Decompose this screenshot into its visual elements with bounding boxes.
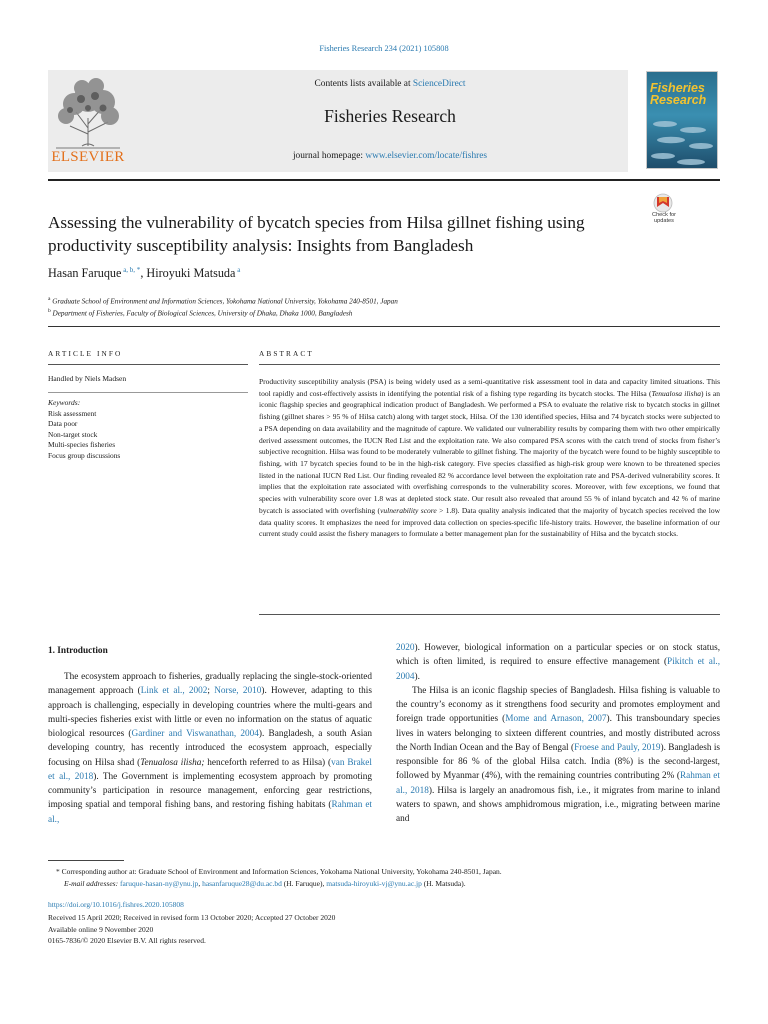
- author-list: Hasan Faruque $^{a, b, *}$, Hiroyuki Matsuda $^a$: [48, 266, 241, 281]
- corresponding-author-note: * Corresponding author at: Graduate School of Environment and Information Sciences, Yokohama National University, Yokohama 240-8501, Japan.: [56, 867, 502, 876]
- email-addresses: E-mail addresses: faruque-hasan-ny@ynu.jp, hasanfaruque28@du.ac.bd (H. Faruque), matsuda-hiroyuki-vj@ynu.ac.jp (H. Matsuda).: [64, 879, 466, 888]
- introduction-paragraph: 2020). However, biological information on a particular species or on stock status, which is often limited, is required to ensure effective management (Pikitch et al., 2004).: [396, 643, 721, 682]
- cover-title: Fisheries Research: [650, 81, 707, 107]
- doi-link[interactable]: https://doi.org/10.1016/j.fishres.2020.105808: [48, 900, 184, 909]
- available-online-date: Available online 9 November 2020: [48, 924, 154, 934]
- abstract-rule: [259, 364, 720, 365]
- keywords-list: [48, 409, 120, 462]
- citation-link[interactable]: 2020: [396, 643, 415, 653]
- email-link[interactable]: hasanfaruque28@du.ac.bd: [202, 879, 282, 888]
- article-info-rule: [48, 364, 248, 365]
- citation-link[interactable]: Link et al., 2002: [140, 686, 208, 697]
- journal-cover-thumbnail[interactable]: [646, 71, 718, 169]
- journal-citation-link[interactable]: Fisheries Research 234 (2021) 105808: [319, 44, 449, 53]
- citation-link[interactable]: Froese and Pauly, 2019: [574, 742, 661, 753]
- header-rule: [48, 179, 720, 181]
- author-name[interactable]: Hasan Faruque: [48, 266, 122, 281]
- journal-homepage-line: [200, 151, 580, 161]
- keywords-label: Keywords:: [48, 398, 81, 407]
- author-affiliation-marks[interactable]: a: [237, 266, 241, 274]
- article-history: [48, 912, 335, 947]
- journal-name: Fisheries Research: [324, 106, 456, 126]
- citation-link[interactable]: Pikitch et al., 2004: [396, 657, 721, 682]
- check-for-updates-label[interactable]: Check for updates: [652, 212, 676, 225]
- introduction-paragraph: The ecosystem approach to fisheries, gradually replacing the single-stock-oriented management approach (Link et al., 2002; Norse, 2010). However, adapting to this approach is challenging, especially in developing countries where the multi-gears and multi-species fisheries exist with little or even no information on the status of aquatic biological resources (Gardiner and Viswanathan, 2004). Bangladesh, a south Asian developing country, has recently introduced the ecosystem approach, especially focusing on Hilsa shad (Tenualosa ilisha; henceforth referred to as Hilsa) (van Brakel et al., 2018). The Government is implementing ecosystem approach by promoting community’s participation in resource management, enforcing gear restrictions, imposing spatial and temporal fishing bans, and restoring fishing habitats (Rahman et al.,: [48, 672, 372, 825]
- introduction-paragraph: The Hilsa is an iconic flagship species of Bangladesh. Hilsa fishing is valuable to the country’s economy as it strengthens food security and promotes employment and foreign trade opportunities (Mome and Arnason, 2007). This transboundary species lives in waters belonging to sixteen different countries, and mostly distributed across the North Indian Ocean and the Bay of Bengal (Froese and Pauly, 2019). Bangladesh is responsible for 86 % of the global Hilsa catch. India (8%) is the second-largest, followed by Myanmar (4%), with the remaining countries contributing 2% (Rahman et al., 2018). Hilsa is largely an anadromous fish, i.e., it migrates from marine to inland waters to spawn, and shows amphidromous migration, i.e., migrating between marine and: [396, 685, 720, 824]
- email-link[interactable]: matsuda-hiroyuki-vj@ynu.ac.jp: [326, 879, 422, 888]
- elsevier-wordmark: ELSEVIER: [51, 149, 125, 165]
- affiliation-rule: [48, 326, 720, 327]
- citation-link[interactable]: van Brakel et al., 2018: [48, 757, 372, 782]
- received-dates: Received 15 April 2020; Received in revised form 13 October 2020; Accepted 27 October 2020: [48, 913, 336, 922]
- affiliation: $^b$ Department of Fisheries, Faculty of Biological Sciences, University of Dhaka, Dhaka 1000, Bangladesh: [48, 308, 353, 318]
- abstract-end-rule: [259, 614, 720, 615]
- footnote-rule: [48, 860, 124, 861]
- introduction-left-column: [48, 670, 372, 827]
- handled-by-editor: Handled by Niels Madsen: [48, 374, 127, 383]
- introduction-right-column: [396, 641, 720, 826]
- author-affiliation-marks[interactable]: a, b, *: [123, 266, 141, 274]
- keyword: Focus group discussions: [48, 450, 121, 460]
- contents-prefix: Contents lists available at: [314, 79, 413, 89]
- introduction-heading: 1. Introduction: [48, 646, 108, 656]
- citation-link[interactable]: Rahman et al.,: [48, 800, 372, 825]
- journal-homepage-link[interactable]: www.elsevier.com/locate/fishres: [365, 151, 488, 161]
- email-link[interactable]: faruque-hasan-ny@ynu.jp: [119, 879, 199, 888]
- citation-link[interactable]: Mome and Arnason, 2007: [505, 714, 607, 725]
- article-title: Assessing the vulnerability of bycatch species from Hilsa gillnet fishing using productivity susceptibility analysis: Insights from Bangladesh: [48, 213, 585, 255]
- affiliation: $^a$ Graduate School of Environment and Information Sciences, Yokohama National University, Yokohama 240-8501, Japan: [48, 296, 398, 306]
- sciencedirect-link[interactable]: ScienceDirect: [412, 79, 466, 89]
- author-name[interactable]: Hiroyuki Matsuda: [146, 266, 236, 281]
- cover-fish-image: [647, 112, 718, 169]
- homepage-prefix: journal homepage:: [292, 151, 366, 161]
- keyword: Risk assessment: [48, 408, 97, 418]
- corresponding-author-footnote: [48, 866, 720, 890]
- abstract-heading: ABSTRACT: [259, 349, 314, 358]
- keyword: Non-target stock: [48, 429, 98, 439]
- article-info-heading: ARTICLE INFO: [48, 349, 123, 358]
- copyright-line: 0165-7836/© 2020 Elsevier B.V. All rights reserved.: [48, 936, 206, 945]
- keywords-divider: [48, 392, 248, 393]
- abstract-body: Productivity susceptibility analysis (PSA) is being widely used as a semi-quantitative risk assessment tool in data and capacity limited situations. This tool rapidly and cost-effectively assists in identifying the potential risk of a fishing type regarding its bycatch stocks. The Hilsa (Tenualosa ilisha) is an iconic flagship species and geographical indication product of Bangladesh. We performed a PSA to evaluate the relative risk to bycatch stocks in gillnet fishing (gillnet shares > 95 % of Hilsa catch) along with target stock, Hilsa. Of the 130 identified species, Hilsa and 74 bycatch stocks were subjected to a PSA depending on data availability and the magnitude of capture. We validated our vulnerability results by comparing them with two other empirically derived assessment outcomes, the IUCN Red List and the exploitation rate. We also compared PSA scores with the catch trend of stocks from fisher’s subjective recognition. Hilsa was found to be moderately vulnerable to gillnet fishing. The majority of the bycatch were found to be highly susceptible to fishing, with 17 bycatch species found to be in the high-risk category. Five species classified as high-risk group were known to be threatened species listed in the national IUCN Red List. Our finding revealed 82 % accordance level between the exploitation rate and PSA-derived vulnerability scores. It implies that the exploitation rate associated with overfishing corresponds to the vulnerability scores. Moreover, with few exceptions, we found that species with vulnerability score over 1.8 was at depleted stock state. Our result also revealed that around 55 % of inland bycatch and 42 % of marine bycatch is associated with overfishing (vulnerability score > 1.8). Data quality analysis indicated that the majority of bycatch species received the low data quality scores. It emphasizes the need for improved data collection on species-specific life-history traits. However, the baseline information of our current study could assist the fishery managers to formulate a better management plan for the sustainability of Hilsa and the bycatch stocks.: [259, 377, 721, 539]
- citation-link[interactable]: Rahman et al., 2018: [396, 771, 720, 796]
- contents-available-line: [200, 79, 580, 89]
- keyword: Multi-species fisheries: [48, 440, 116, 449]
- citation-link[interactable]: Gardiner and Viswanathan, 2004: [131, 729, 259, 739]
- keyword: Data poor: [48, 419, 78, 428]
- citation-link[interactable]: Norse, 2010: [214, 686, 262, 697]
